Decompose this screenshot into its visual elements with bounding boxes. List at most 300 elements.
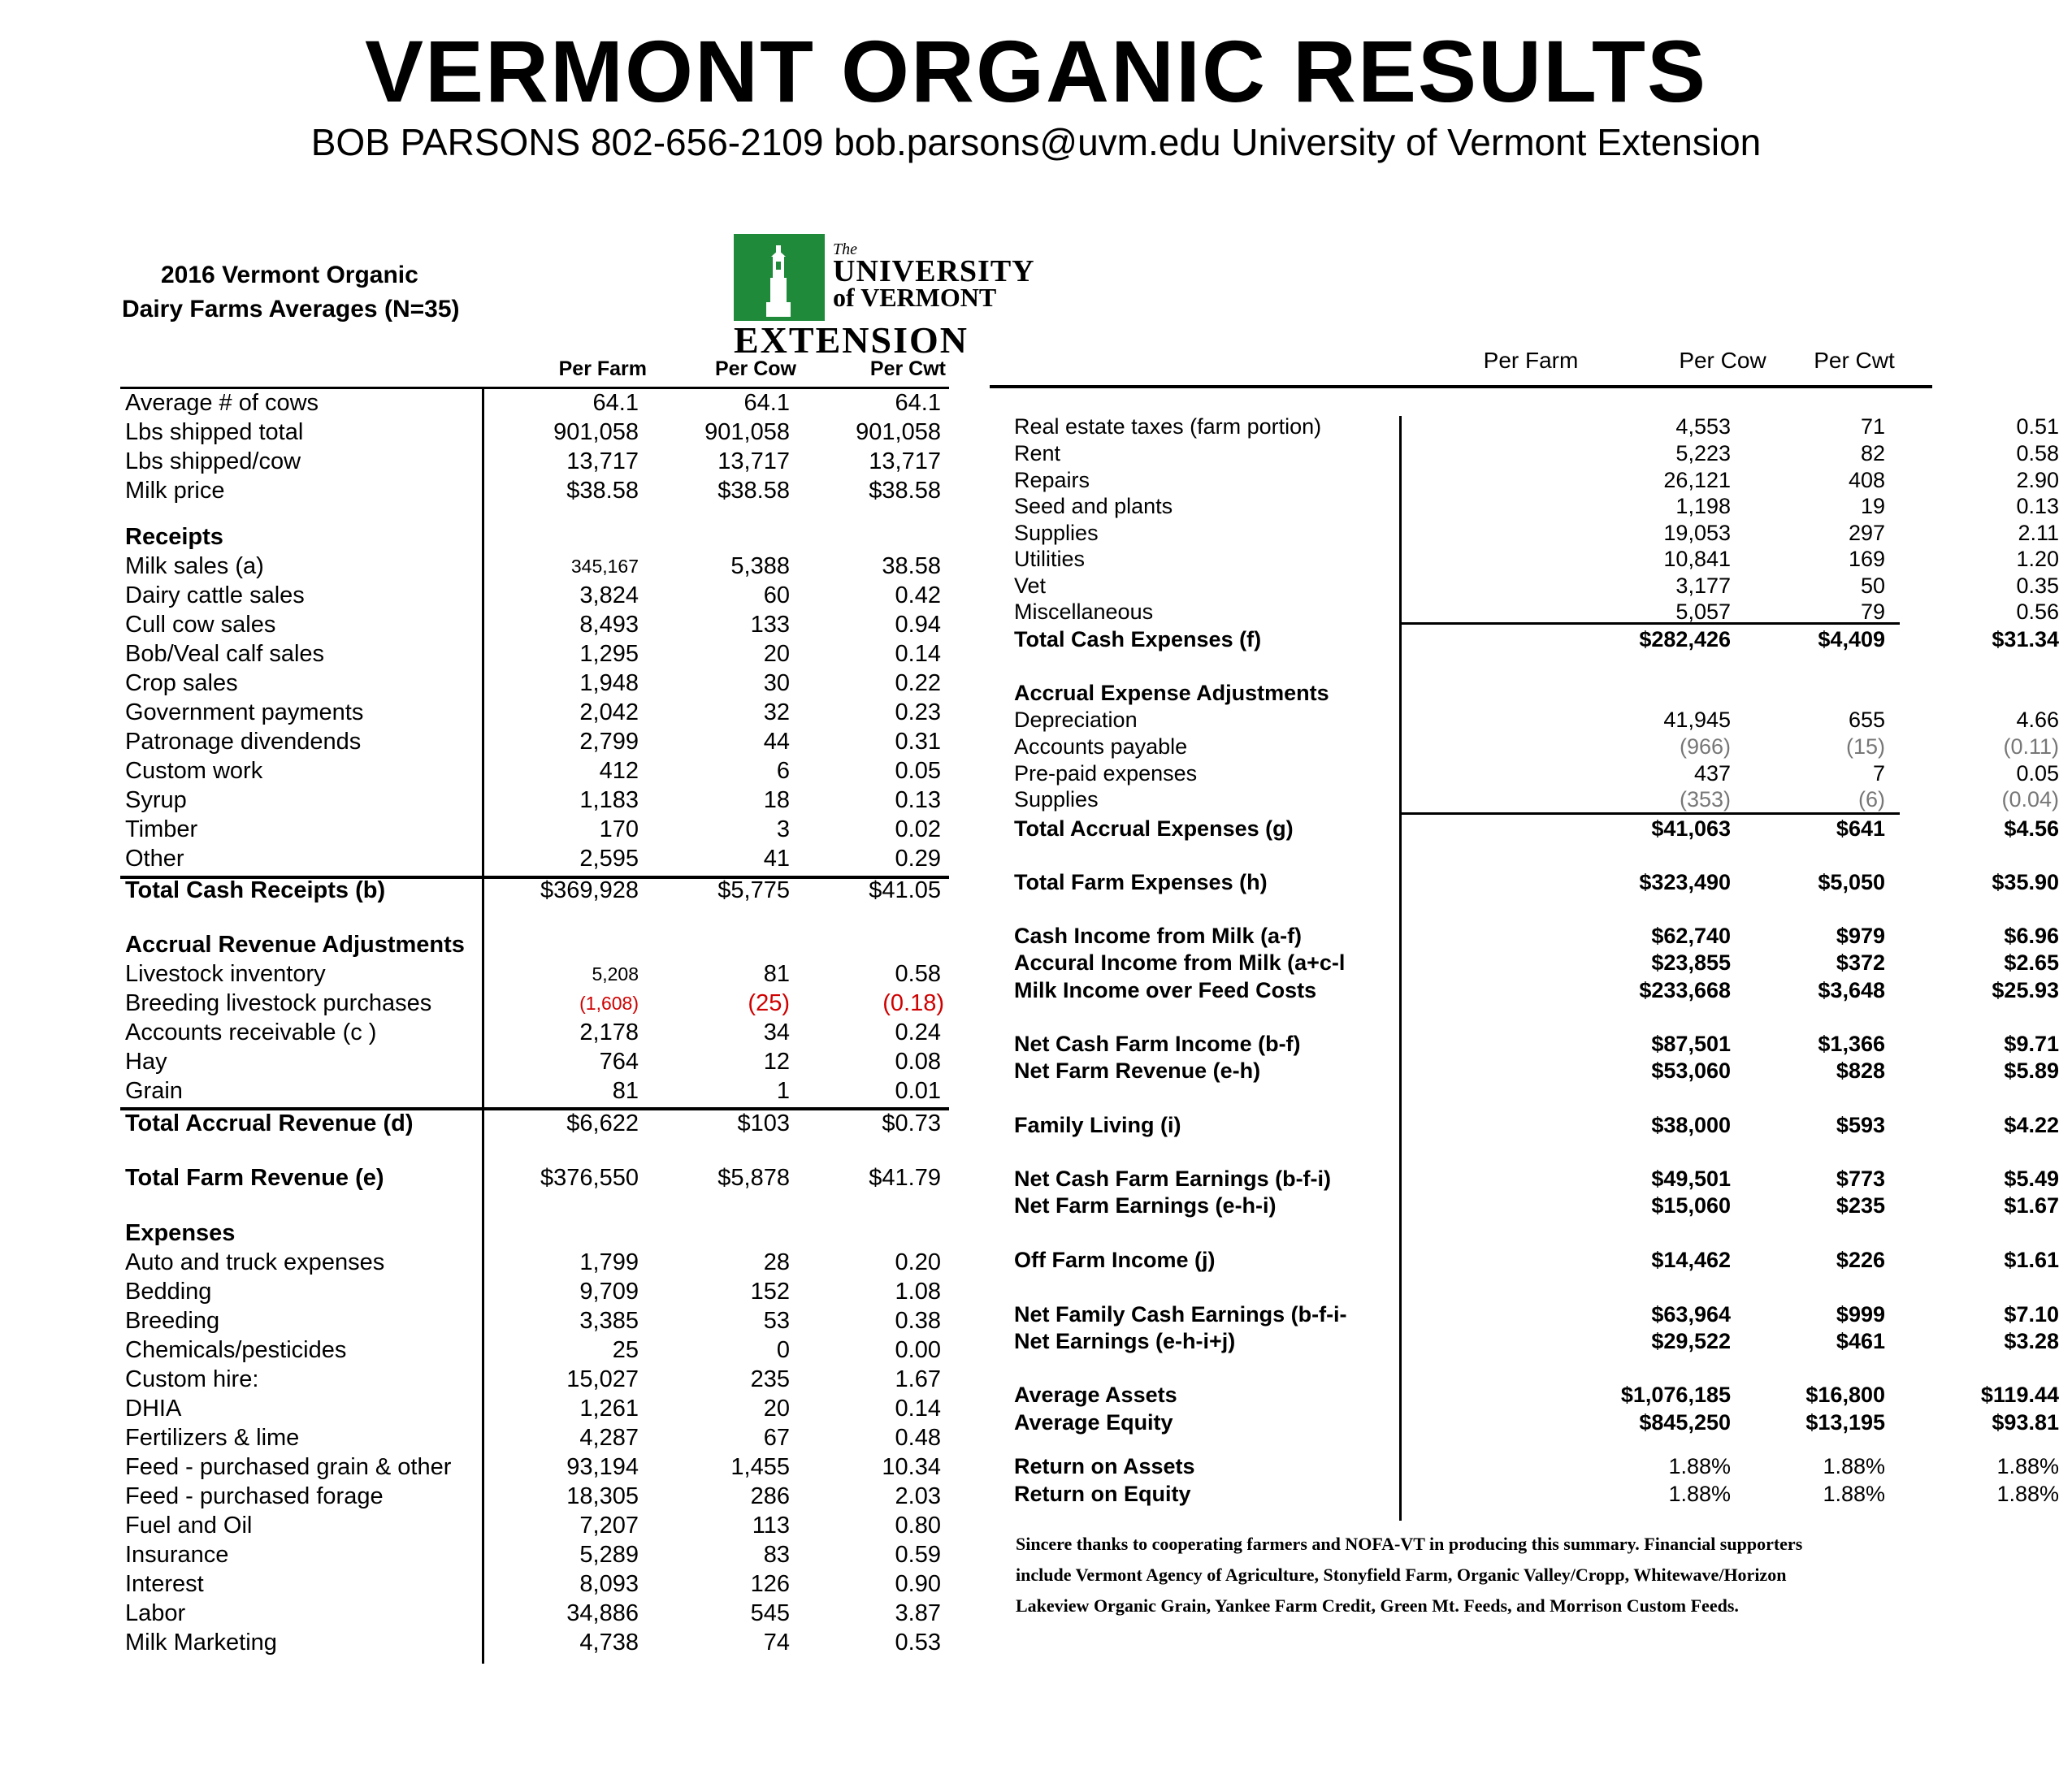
per-cwt-value: 1.88% xyxy=(1996,1482,2059,1506)
row-label: Chemicals/pesticides xyxy=(125,1337,347,1363)
table-row xyxy=(1014,1192,2059,1219)
logo-the: The xyxy=(833,240,857,258)
table-row xyxy=(122,1277,951,1306)
per-cwt-value: 0.22 xyxy=(895,670,941,696)
per-cow-value: (25) xyxy=(748,990,790,1016)
per-cow-value: 126 xyxy=(750,1571,790,1597)
per-farm-value: 9,709 xyxy=(579,1279,639,1305)
table-row xyxy=(122,1540,951,1569)
per-cwt-value: $1.61 xyxy=(2004,1248,2059,1272)
per-cwt-value: 4.66 xyxy=(2016,708,2059,732)
per-farm-value: $62,740 xyxy=(1651,924,1731,948)
per-cwt-value: $35.90 xyxy=(1992,870,2059,894)
per-cow-value: $5,050 xyxy=(1818,870,1885,894)
per-cow-value: $3,648 xyxy=(1818,978,1885,1002)
per-cwt-value: (0.18) xyxy=(882,990,944,1016)
left-table-title xyxy=(122,258,460,327)
per-cwt-value: 0.13 xyxy=(2016,494,2059,518)
table-row xyxy=(1014,1111,2059,1139)
per-cow-value: $5,878 xyxy=(717,1165,790,1191)
page-title: VERMONT ORGANIC RESULTS xyxy=(364,22,1708,120)
per-cow-value: 12 xyxy=(763,1049,790,1075)
table-row xyxy=(1014,1381,2059,1409)
per-cwt-value: $31.34 xyxy=(1992,627,2059,651)
per-cow-value: 64.1 xyxy=(743,390,790,416)
per-farm-value: 10,841 xyxy=(1663,547,1731,571)
per-cow-value: $5,775 xyxy=(717,877,790,903)
per-cow-value: 74 xyxy=(763,1630,790,1656)
per-cwt-value: 1.20 xyxy=(2016,547,2059,571)
per-farm-value: 2,042 xyxy=(579,699,639,725)
table-row xyxy=(1014,598,2059,625)
table-row xyxy=(122,552,951,581)
per-cwt-value: 0.56 xyxy=(2016,599,2059,624)
per-cwt-value: 38.58 xyxy=(882,553,941,579)
per-farm-value: 7,207 xyxy=(579,1513,639,1539)
table-row xyxy=(1014,545,2059,573)
total-row xyxy=(1014,868,2059,896)
per-farm-value: 64.1 xyxy=(592,390,639,416)
per-farm-value: 3,824 xyxy=(579,582,639,608)
per-cow-value: $999 xyxy=(1836,1302,1885,1327)
footer-line: include Vermont Agency of Agriculture, Stonyfield Farm, Organic Valley/Cropp, Whitewave/Horizon xyxy=(1016,1565,1787,1585)
tower-icon xyxy=(766,245,791,317)
table-row xyxy=(1014,1246,2059,1274)
per-cow-value: $593 xyxy=(1836,1113,1885,1137)
per-cow-value: $16,800 xyxy=(1805,1383,1885,1407)
per-cow-value: $235 xyxy=(1836,1193,1885,1218)
per-cow-value: 60 xyxy=(763,582,790,608)
table-row xyxy=(1014,976,2059,1004)
row-label: Custom work xyxy=(125,758,263,784)
row-label: Feed - purchased forage xyxy=(125,1483,384,1509)
right-header-rule xyxy=(990,385,1932,388)
per-cow-value: $13,195 xyxy=(1805,1410,1885,1435)
per-cow-value: 18 xyxy=(763,787,790,813)
per-cow-value: 113 xyxy=(752,1513,790,1539)
row-label: Lbs shipped/cow xyxy=(125,448,301,474)
per-cwt-value: $1.67 xyxy=(2004,1193,2059,1218)
table-row xyxy=(1014,439,2059,467)
table-row xyxy=(122,1569,951,1599)
row-label: Syrup xyxy=(125,787,187,813)
per-cwt-value: 0.59 xyxy=(895,1542,941,1568)
logo-green-box xyxy=(734,234,825,321)
per-cwt-value: 0.05 xyxy=(2016,761,2059,786)
per-cwt-value: 0.24 xyxy=(895,1019,941,1045)
per-farm-value: 412 xyxy=(599,758,639,784)
table-row xyxy=(122,698,951,727)
per-cwt-value: 0.38 xyxy=(895,1308,941,1334)
per-farm-value: 2,799 xyxy=(579,729,639,755)
per-cwt-value: $41.79 xyxy=(869,1165,941,1191)
row-label: Breeding xyxy=(125,1308,220,1334)
per-farm-value: 170 xyxy=(599,816,639,842)
per-farm-value: 1.88% xyxy=(1668,1482,1731,1506)
per-cow-value: 20 xyxy=(763,641,790,667)
per-cwt-value: 0.02 xyxy=(895,816,941,842)
table-row xyxy=(122,447,951,476)
row-label: Average Assets xyxy=(1014,1383,1177,1407)
per-farm-value: 901,058 xyxy=(553,419,639,445)
per-cow-value: $1,366 xyxy=(1818,1032,1885,1056)
row-label: Family Living (i) xyxy=(1014,1113,1181,1137)
per-farm-value: $49,501 xyxy=(1651,1167,1731,1191)
per-farm-value: $376,550 xyxy=(540,1165,639,1191)
row-label: Net Cash Farm Earnings (b-f-i) xyxy=(1014,1167,1332,1191)
per-cwt-value: 10.34 xyxy=(882,1454,941,1480)
table-row xyxy=(1014,1301,2059,1328)
logo-of-vermont: of VERMONT xyxy=(833,283,997,312)
per-cwt-value: $3.28 xyxy=(2004,1329,2059,1353)
left-col-per-cwt: Per Cwt xyxy=(869,357,946,380)
row-label: Accrual Revenue Adjustments xyxy=(125,932,465,958)
per-cwt-value: $119.44 xyxy=(1980,1383,2059,1407)
per-cwt-value: $0.73 xyxy=(882,1110,941,1136)
per-cwt-value: 13,717 xyxy=(869,448,941,474)
per-cwt-value: 0.20 xyxy=(895,1249,941,1275)
row-label: Livestock inventory xyxy=(125,961,326,987)
per-cwt-value: 0.05 xyxy=(895,758,941,784)
per-cow-value: 235 xyxy=(750,1366,790,1392)
per-cow-value: (6) xyxy=(1858,787,1885,812)
table-row xyxy=(122,786,951,815)
per-farm-value: 1,948 xyxy=(579,670,639,696)
per-cwt-value: $7.10 xyxy=(2004,1302,2059,1327)
per-cow-value: 79 xyxy=(1860,599,1885,624)
per-farm-value: $38.58 xyxy=(566,478,639,504)
row-label: Accounts payable xyxy=(1014,734,1188,759)
per-cow-value: 41 xyxy=(763,846,790,872)
per-farm-value: $323,490 xyxy=(1639,870,1731,894)
per-cow-value: 28 xyxy=(763,1249,790,1275)
per-cow-value: 1 xyxy=(776,1078,790,1104)
total-row xyxy=(122,876,951,905)
row-label: Average # of cows xyxy=(125,390,319,416)
row-label: Other xyxy=(125,846,184,872)
per-cow-value: 655 xyxy=(1848,708,1885,732)
row-label: Patronage divendends xyxy=(125,729,362,755)
total-row xyxy=(1014,625,2059,653)
table-row xyxy=(1014,1409,2059,1436)
per-farm-value: 19,053 xyxy=(1663,521,1731,545)
per-cow-value: 81 xyxy=(763,961,790,987)
per-cwt-value: 0.00 xyxy=(895,1337,941,1363)
per-cow-value: 408 xyxy=(1848,468,1885,492)
per-cow-value: $979 xyxy=(1836,924,1885,948)
per-farm-value: $87,501 xyxy=(1651,1032,1731,1056)
row-label: Milk Marketing xyxy=(125,1630,277,1656)
per-cow-value: 1.88% xyxy=(1823,1454,1885,1478)
per-farm-value: 1.88% xyxy=(1668,1454,1731,1478)
table-row xyxy=(122,1423,951,1452)
row-label: Accrual Expense Adjustments xyxy=(1014,681,1329,705)
per-cwt-value: $4.56 xyxy=(2004,816,2059,841)
per-farm-value: $15,060 xyxy=(1651,1193,1731,1218)
per-cow-value: 53 xyxy=(763,1308,790,1334)
per-cow-value: 7 xyxy=(1872,761,1885,786)
per-cwt-value: 2.11 xyxy=(2018,521,2059,545)
row-label: Milk Income over Feed Costs xyxy=(1014,978,1317,1002)
per-cwt-value: 0.90 xyxy=(895,1571,941,1597)
acknowledgements-footer xyxy=(1016,1529,2023,1621)
uvm-extension-logo xyxy=(734,234,1035,361)
per-cwt-value: (0.04) xyxy=(2001,787,2059,812)
row-label: Dairy cattle sales xyxy=(125,582,305,608)
per-cwt-value: 0.35 xyxy=(2016,574,2059,598)
per-farm-value: (966) xyxy=(1679,734,1731,759)
row-label: Crop sales xyxy=(125,670,238,696)
per-cwt-value: 0.51 xyxy=(2016,414,2059,439)
per-farm-value: 3,177 xyxy=(1675,574,1731,598)
left-col-per-farm: Per Farm xyxy=(558,357,647,380)
table-row xyxy=(122,1511,951,1540)
per-cwt-value: 1.88% xyxy=(1996,1454,2059,1478)
table-row xyxy=(122,1047,951,1076)
per-cwt-value: $2.65 xyxy=(2004,950,2059,975)
per-farm-value: $38,000 xyxy=(1651,1113,1731,1137)
per-farm-value: 2,178 xyxy=(579,1019,639,1045)
per-cow-value: (15) xyxy=(1845,734,1885,759)
per-cow-value: $4,409 xyxy=(1818,627,1885,651)
per-farm-value: $6,622 xyxy=(566,1110,639,1136)
total-row xyxy=(122,1109,951,1138)
row-label: Lbs shipped total xyxy=(125,419,304,445)
row-label: Average Equity xyxy=(1014,1410,1173,1435)
table-row xyxy=(122,1599,951,1628)
per-cwt-value: 0.58 xyxy=(895,961,941,987)
table-row xyxy=(122,1076,951,1106)
table-row xyxy=(1014,706,2059,734)
per-cwt-value: 0.14 xyxy=(895,1396,941,1422)
row-label: Accounts receivable (c ) xyxy=(125,1019,377,1045)
section-heading xyxy=(122,522,951,552)
per-farm-value: $63,964 xyxy=(1651,1302,1731,1327)
per-cow-value: 1,455 xyxy=(730,1454,790,1480)
row-label: Milk sales (a) xyxy=(125,553,264,579)
per-farm-value: $233,668 xyxy=(1639,978,1731,1002)
per-farm-value: 1,799 xyxy=(579,1249,639,1275)
table-row xyxy=(122,418,951,447)
table-row xyxy=(122,1482,951,1511)
table-row xyxy=(122,727,951,756)
row-label: Insurance xyxy=(125,1542,229,1568)
per-farm-value: 25 xyxy=(612,1337,639,1363)
section-heading xyxy=(1014,679,1908,707)
per-farm-value: 1,183 xyxy=(579,787,639,813)
table-row xyxy=(122,1335,951,1365)
page-subtitle: BOB PARSONS 802-656-2109 bob.parsons@uvm.edu University of Vermont Extension xyxy=(310,121,1762,163)
table-row xyxy=(122,1248,951,1277)
row-label: Receipts xyxy=(125,524,223,550)
per-cwt-value: 1.08 xyxy=(895,1279,941,1305)
section-heading xyxy=(122,930,951,959)
per-farm-value: $14,462 xyxy=(1651,1248,1731,1272)
row-label: Fuel and Oil xyxy=(125,1513,253,1539)
per-cow-value: $103 xyxy=(737,1110,790,1136)
per-cow-value: 6 xyxy=(776,758,790,784)
row-label: Breeding livestock purchases xyxy=(125,990,432,1016)
table-row xyxy=(122,1628,951,1657)
per-farm-value: $53,060 xyxy=(1651,1058,1731,1083)
per-farm-value: 93,194 xyxy=(566,1454,639,1480)
per-cow-value: 71 xyxy=(1860,414,1885,439)
table-row xyxy=(1014,1327,2059,1355)
per-farm-value: $369,928 xyxy=(540,877,639,903)
per-cow-value: 297 xyxy=(1848,521,1885,545)
per-cow-value: 3 xyxy=(776,816,790,842)
table-row xyxy=(122,610,951,639)
row-label: Custom hire: xyxy=(125,1366,259,1392)
row-label: Net Farm Revenue (e-h) xyxy=(1014,1058,1261,1083)
per-farm-value: 2,595 xyxy=(579,846,639,872)
per-cwt-value: 1.67 xyxy=(895,1366,941,1392)
per-cwt-value: 64.1 xyxy=(895,390,941,416)
per-cwt-value: 2.03 xyxy=(895,1483,941,1509)
per-cwt-value: $41.05 xyxy=(869,877,941,903)
per-cow-value: 901,058 xyxy=(704,419,790,445)
per-cwt-value: 0.42 xyxy=(895,582,941,608)
per-cow-value: 44 xyxy=(763,729,790,755)
per-farm-value: 81 xyxy=(612,1078,639,1104)
per-cwt-value: 0.48 xyxy=(895,1425,941,1451)
per-farm-value: 1,261 xyxy=(579,1396,639,1422)
logo-university: UNIVERSITY xyxy=(833,254,1035,288)
right-col-per-cwt: Per Cwt xyxy=(1814,348,1895,373)
left-title-line2: Dairy Farms Averages (N=35) xyxy=(122,296,460,322)
row-label: Total Cash Expenses (f) xyxy=(1014,627,1262,651)
table-row xyxy=(1014,466,2059,494)
per-farm-value: 5,223 xyxy=(1675,441,1731,465)
row-label: Supplies xyxy=(1014,787,1099,812)
per-farm-value: 18,305 xyxy=(566,1483,639,1509)
row-label: Total Accrual Revenue (d) xyxy=(125,1110,414,1136)
per-farm-value: $41,063 xyxy=(1651,816,1731,841)
per-cwt-value: 0.23 xyxy=(895,699,941,725)
footer-line: Sincere thanks to cooperating farmers and NOFA-VT in producing this summary. Financial supporters xyxy=(1016,1534,1803,1554)
row-label: Expenses xyxy=(125,1220,236,1246)
table-row xyxy=(1014,949,2059,976)
row-label: Cash Income from Milk (a-f) xyxy=(1014,924,1303,948)
table-row xyxy=(122,756,951,786)
table-row xyxy=(1014,1452,2059,1480)
per-cow-value: 286 xyxy=(750,1483,790,1509)
footer-line: Lakeview Organic Grain, Yankee Farm Credit, Green Mt. Feeds, and Morrison Custom Feeds. xyxy=(1016,1595,1739,1616)
row-label: Grain xyxy=(125,1078,183,1104)
per-farm-value: 5,289 xyxy=(579,1542,639,1568)
per-cwt-value: $93.81 xyxy=(1992,1410,2059,1435)
per-cwt-value: $5.89 xyxy=(2004,1058,2059,1083)
section-heading xyxy=(122,1218,951,1248)
row-label: DHIA xyxy=(125,1396,182,1422)
table-row xyxy=(1014,786,2059,813)
per-cwt-value: 0.08 xyxy=(895,1049,941,1075)
per-farm-value: 8,093 xyxy=(579,1571,639,1597)
per-farm-value: 41,945 xyxy=(1663,708,1731,732)
per-cow-value: 34 xyxy=(763,1019,790,1045)
per-cwt-value: 0.29 xyxy=(895,846,941,872)
per-cow-value: 152 xyxy=(750,1279,790,1305)
table-row xyxy=(122,989,951,1018)
per-cwt-value: 901,058 xyxy=(856,419,941,445)
per-farm-value: 26,121 xyxy=(1663,468,1731,492)
row-label: Rent xyxy=(1014,441,1061,465)
table-row xyxy=(1014,492,2059,520)
per-farm-value: $845,250 xyxy=(1639,1410,1731,1435)
row-label: Total Cash Receipts (b) xyxy=(125,877,386,903)
per-cwt-value: 0.53 xyxy=(895,1630,941,1656)
per-cow-value: 169 xyxy=(1848,547,1885,571)
per-cwt-value: $9.71 xyxy=(2004,1032,2059,1056)
right-col-per-farm: Per Farm xyxy=(1483,348,1579,373)
per-cow-value: 19 xyxy=(1860,494,1885,518)
per-farm-value: $29,522 xyxy=(1651,1329,1731,1353)
table-row xyxy=(1014,922,2059,950)
per-cow-value: $641 xyxy=(1836,816,1885,841)
row-label: Depreciation xyxy=(1014,708,1138,732)
per-cwt-value: 3.87 xyxy=(895,1600,941,1626)
per-cow-value: 82 xyxy=(1860,441,1885,465)
row-label: Supplies xyxy=(1014,521,1099,545)
row-label: Return on Assets xyxy=(1014,1454,1195,1478)
table-row xyxy=(122,1018,951,1047)
row-label: Miscellaneous xyxy=(1014,599,1154,624)
row-label: Total Farm Expenses (h) xyxy=(1014,870,1268,894)
per-cwt-value: $4.22 xyxy=(2004,1113,2059,1137)
per-farm-value: 15,027 xyxy=(566,1366,639,1392)
row-label: Labor xyxy=(125,1600,186,1626)
per-farm-value: 345,167 xyxy=(570,556,639,577)
table-row xyxy=(122,669,951,698)
table-row xyxy=(1014,572,2059,599)
per-farm-value: 1,295 xyxy=(579,641,639,667)
table-row xyxy=(122,1306,951,1335)
table-row xyxy=(1014,760,2059,787)
per-cow-value: 83 xyxy=(763,1542,790,1568)
per-cow-value: 32 xyxy=(763,699,790,725)
row-label: Bedding xyxy=(125,1279,212,1305)
per-farm-value: 13,717 xyxy=(566,448,639,474)
table-row xyxy=(1014,1480,2059,1508)
row-label: Total Accrual Expenses (g) xyxy=(1014,816,1294,841)
row-label: Return on Equity xyxy=(1014,1482,1191,1506)
row-label: Total Farm Revenue (e) xyxy=(125,1165,384,1191)
per-farm-value: 437 xyxy=(1693,761,1731,786)
row-label: Net Family Cash Earnings (b-f-i- xyxy=(1014,1302,1347,1327)
per-farm-value: 4,287 xyxy=(579,1425,639,1451)
table-row xyxy=(1014,1057,2059,1084)
per-farm-value: 5,057 xyxy=(1675,599,1731,624)
row-label: Off Farm Income (j) xyxy=(1014,1248,1216,1272)
per-farm-value: 5,208 xyxy=(592,963,639,985)
row-label: Vet xyxy=(1014,574,1047,598)
row-label: Hay xyxy=(125,1049,167,1075)
per-farm-value: (353) xyxy=(1679,787,1731,812)
per-farm-value: 1,198 xyxy=(1675,494,1731,518)
per-cwt-value: $6.96 xyxy=(2004,924,2059,948)
left-title-line1: 2016 Vermont Organic xyxy=(161,262,418,288)
per-cwt-value: 0.13 xyxy=(895,787,941,813)
per-cwt-value: 0.80 xyxy=(895,1513,941,1539)
per-farm-value: 4,738 xyxy=(579,1630,639,1656)
per-farm-value: 8,493 xyxy=(579,612,639,638)
per-farm-value: 34,886 xyxy=(566,1600,639,1626)
table-row xyxy=(122,639,951,669)
per-cwt-value: 0.58 xyxy=(2016,441,2059,465)
table-row xyxy=(122,476,951,505)
table-row xyxy=(122,844,951,873)
row-label: Net Farm Earnings (e-h-i) xyxy=(1014,1193,1277,1218)
